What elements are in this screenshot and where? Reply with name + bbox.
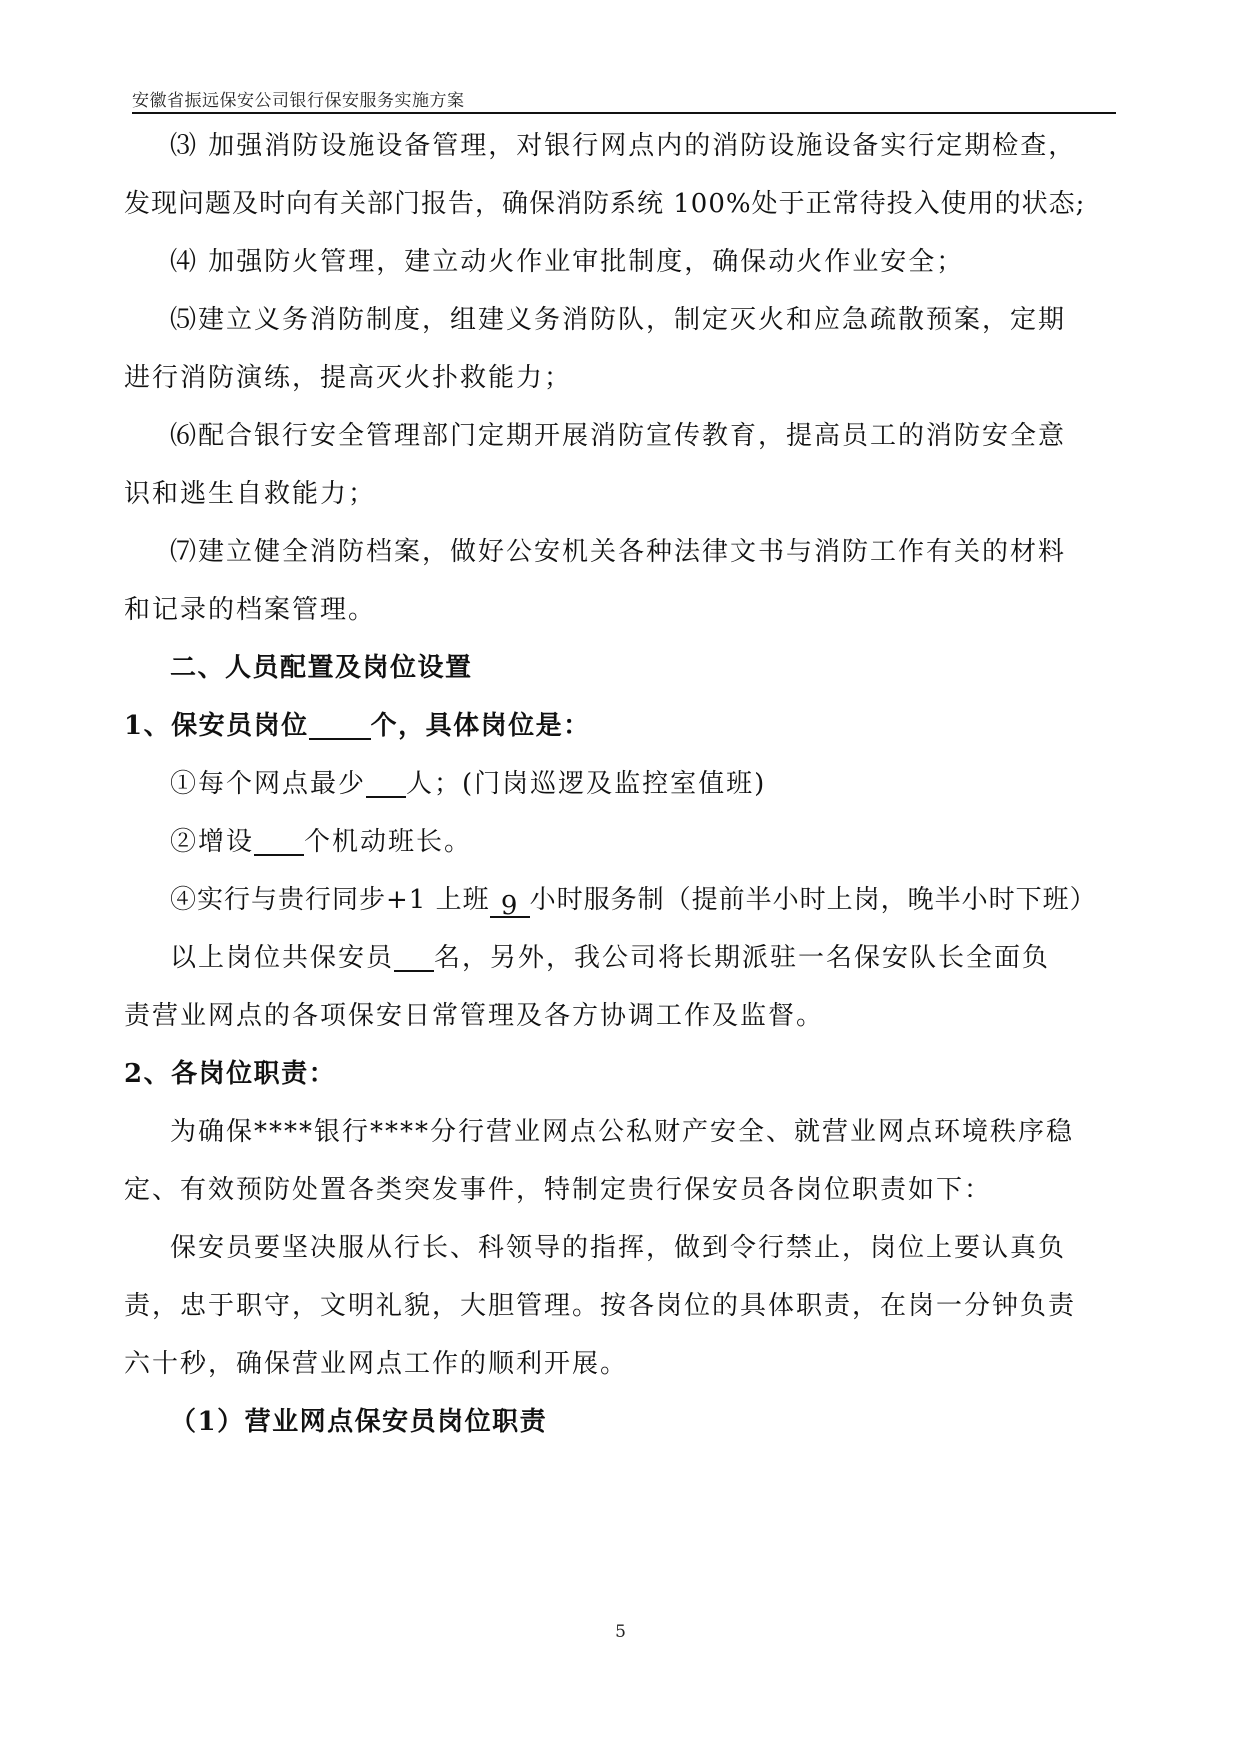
fill-in-blank (366, 768, 406, 798)
paragraph-text: 以上岗位共保安员 (170, 943, 395, 973)
paragraph-line: 责，忠于职守，文明礼貌，大胆管理。按各岗位的具体职责，在岗一分钟负责 (124, 1291, 1077, 1321)
subsection-heading-text: 个，具体岗位是： (370, 711, 591, 741)
list-item-text: ④实行与贵行同步+1 上班 (170, 885, 490, 915)
fill-in-blank (309, 710, 371, 740)
page-number: 5 (615, 1622, 626, 1642)
list-item-text: 小时服务制（提前半小时上岗，晚半小时下班） (529, 885, 1097, 915)
section-heading: 二、人员配置及岗位设置 (170, 653, 473, 683)
paragraph-line: 为确保****银行****分行营业网点公私财产安全、就营业网点环境秩序稳 (170, 1117, 1075, 1147)
paragraph-text: 名，另外，我公司将长期派驻一名保安队长全面负 (434, 943, 1051, 973)
header-title: 安徽省振远保安公司银行保安服务实施方案 (132, 91, 465, 111)
paragraph-line: ⑸建立义务消防制度，组建义务消防队，制定灭火和应急疏散预案，定期 (170, 305, 1067, 335)
subsection-heading: 2、各岗位职责： (124, 1059, 337, 1089)
paragraph-line: ⑺建立健全消防档案，做好公安机关各种法律文书与消防工作有关的材料 (170, 537, 1067, 567)
filled-blank: 9 (490, 888, 530, 918)
paragraph-line: 发现问题及时向有关部门报告，确保消防系统 100%处于正常待投入使用的状态; (124, 189, 1086, 219)
subheading: （1）营业网点保安员岗位职责 (170, 1407, 548, 1437)
paragraph-line: ⑷ 加强防火管理，建立动火作业审批制度，确保动火作业安全； (170, 247, 965, 277)
paragraph-line: ⑹配合银行安全管理部门定期开展消防宣传教育，提高员工的消防安全意 (170, 421, 1067, 451)
paragraph-line: 责营业网点的各项保安日常管理及各方协调工作及监督。 (124, 1001, 825, 1031)
paragraph-line: 进行消防演练，提高灭火扑救能力； (124, 363, 573, 393)
paragraph-line (170, 940, 1050, 976)
list-item-text: ②增设 (170, 827, 255, 857)
fill-in-blank (254, 826, 304, 856)
subsection-heading-text: 1、保安员岗位 (124, 711, 309, 741)
paragraph-line: 和记录的档案管理。 (124, 595, 377, 625)
paragraph-line: 识和逃生自救能力； (124, 479, 377, 509)
list-item-text: 个机动班长。 (304, 827, 473, 857)
list-item-text: ①每个网点最少 (170, 769, 367, 799)
paragraph-line: 定、有效预防处置各类突发事件，特制定贵行保安员各岗位职责如下： (124, 1175, 993, 1205)
fill-in-blank (394, 942, 434, 972)
list-item-text: 人；(门岗巡逻及监控室值班) (406, 769, 767, 799)
paragraph-line: 保安员要坚决服从行长、科领导的指挥，做到令行禁止，岗位上要认真负 (170, 1233, 1067, 1263)
paragraph-line: 六十秒，确保营业网点工作的顺利开展。 (124, 1349, 629, 1379)
paragraph-line: ⑶ 加强消防设施设备管理，对银行网点内的消防设施设备实行定期检查， (170, 131, 1077, 161)
subsection-heading (124, 708, 591, 744)
list-item (170, 766, 766, 802)
header-divider (132, 112, 1116, 114)
list-item (170, 882, 1097, 921)
list-item (170, 824, 472, 860)
